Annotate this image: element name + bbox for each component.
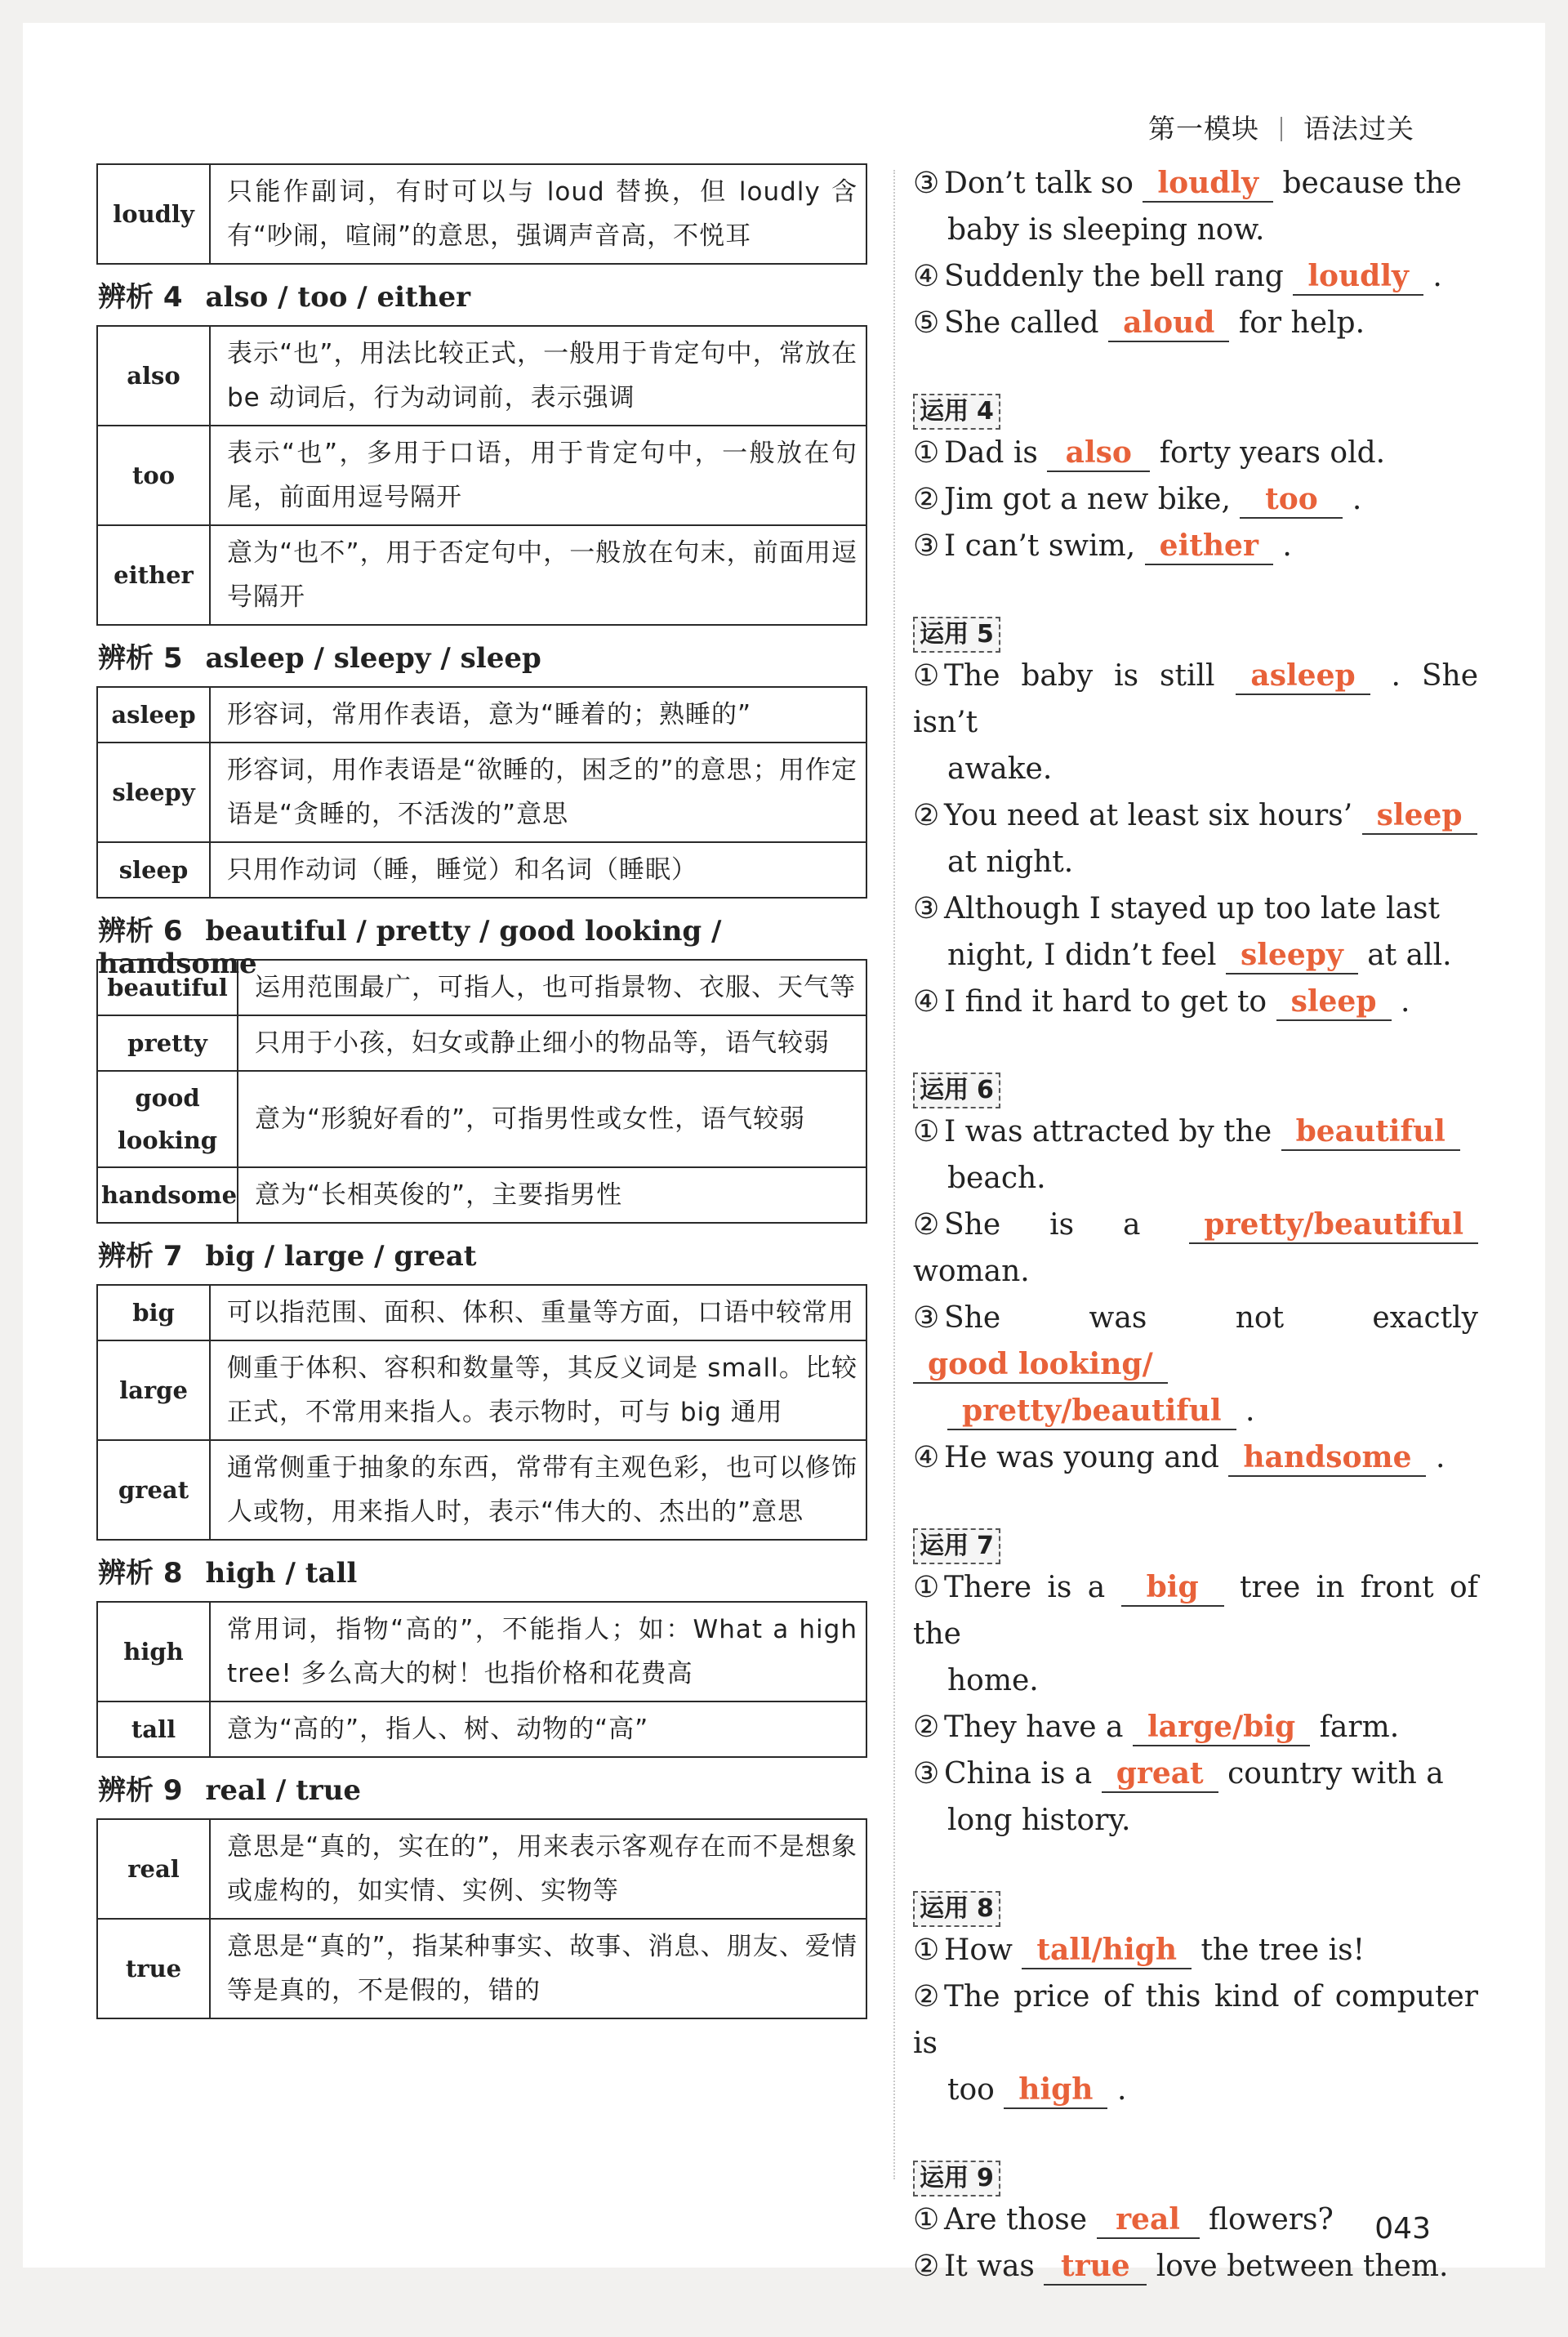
sentence-text: . — [1400, 985, 1410, 1019]
exercise-line — [913, 1202, 1478, 1295]
sentence-text: beach. — [947, 1162, 1046, 1195]
item-number: ② — [913, 483, 940, 516]
sentence-text: They have a — [944, 1710, 1124, 1744]
description-cell: 意思是“真的，实在的”，用来表示客观存在而不是想象或虚构的，如实情、实例、实物等 — [210, 1819, 866, 1919]
sentence-text: It was — [944, 2250, 1035, 2283]
table-row — [97, 842, 866, 898]
description-cell: 意为“高的”，指人、树、动物的“高” — [210, 1701, 866, 1757]
table-row — [97, 1440, 866, 1540]
exercise-line-continued — [913, 1657, 1478, 1704]
answer-blank: great — [1102, 1755, 1218, 1793]
table-row — [97, 1340, 866, 1440]
sentence-text: Dad is — [944, 436, 1038, 470]
exercise-line — [913, 300, 1478, 346]
sentence-text: How — [944, 1933, 1013, 1967]
sentence-text: . — [1352, 483, 1362, 516]
exercise-line-continued — [913, 746, 1478, 792]
sentence-text: farm. — [1319, 1710, 1400, 1744]
item-number: ① — [913, 1115, 940, 1148]
exercise-line-continued — [913, 1797, 1478, 1844]
sentence-text: There is a — [944, 1571, 1106, 1604]
item-number: ② — [913, 1208, 940, 1242]
answer-blank: big — [1121, 1569, 1224, 1607]
section-title — [98, 915, 867, 980]
answer-blank: loudly — [1293, 258, 1423, 296]
exercise-line — [913, 1108, 1478, 1155]
section-label: 辨析 7 — [98, 1240, 183, 1273]
exercise-line — [913, 885, 1478, 932]
description-cell: 表示“也”，用法比较正式，一般用于肯定句中，常放在 be 动词后，行为动词前，表示强调 — [210, 326, 866, 426]
right-column — [913, 160, 1478, 2337]
exercise-group — [913, 1528, 1478, 1844]
description-cell: 只用于小孩，妇女或静止细小的物品等，语气较弱 — [238, 1015, 866, 1071]
section-title — [98, 1774, 867, 1807]
exercise-group — [913, 394, 1478, 569]
answer-blank: good looking/ — [913, 1346, 1168, 1384]
table-row — [97, 1819, 866, 1919]
sentence-text: Are those — [944, 2203, 1088, 2237]
item-number: ④ — [913, 985, 940, 1019]
exercise-line — [913, 1564, 1478, 1657]
description-cell: 通常侧重于抽象的东西，常带有主观色彩，也可以修饰人或物，用来指人时，表示“伟大的、杰出的”意思 — [210, 1440, 866, 1540]
sentence-text: The baby is still — [944, 659, 1215, 693]
header-divider — [1281, 117, 1282, 141]
answer-blank: sleepy — [1226, 937, 1358, 974]
word-cell: large — [97, 1340, 210, 1440]
comparison-table — [96, 1818, 867, 2019]
item-number: ③ — [913, 1757, 940, 1791]
description-cell: 意为“长相英俊的”，主要指男性 — [238, 1167, 866, 1223]
page-number: 043 — [1374, 2212, 1431, 2246]
exercise-line — [913, 253, 1478, 300]
section-words: also / too / either — [205, 281, 471, 314]
sentence-text: Although I stayed up too late last — [944, 892, 1440, 925]
exercise-line — [913, 1751, 1478, 1797]
section-words: asleep / sleepy / sleep — [205, 642, 541, 675]
sentence-text: The price of this kind of computer is — [913, 1980, 1478, 2060]
item-number: ① — [913, 436, 940, 470]
exercise-line — [913, 430, 1478, 476]
sentence-text: love between them. — [1156, 2250, 1449, 2283]
section-label: 辨析 8 — [98, 1557, 183, 1590]
word-cell: handsome — [97, 1167, 238, 1223]
table-row — [97, 1919, 866, 2018]
description-cell: 侧重于体积、容积和数量等，其反义词是 small。比较正式，不常用来指人。表示物时，可与 big 通用 — [210, 1340, 866, 1440]
answer-blank: tall/high — [1022, 1932, 1192, 1969]
section-words: real / true — [205, 1774, 362, 1807]
answer-blank: too — [1240, 481, 1343, 519]
sentence-text: Suddenly the bell rang — [944, 260, 1284, 293]
description-cell: 可以指范围、面积、体积、重量等方面，口语中较常用 — [210, 1285, 866, 1340]
exercise-line — [913, 1434, 1478, 1481]
exercise-number: 4 — [977, 397, 994, 426]
answer-blank: asleep — [1236, 658, 1370, 695]
word-cell: great — [97, 1440, 210, 1540]
exercise-line-continued — [913, 839, 1478, 885]
comparison-table — [96, 163, 867, 265]
exercise-line — [913, 792, 1478, 839]
comparison-table — [96, 1284, 867, 1541]
comparison-table — [96, 686, 867, 899]
description-cell: 表示“也”，多用于口语，用于肯定句中，一般放在句尾，前面用逗号隔开 — [210, 426, 866, 525]
exercise-line — [913, 1704, 1478, 1751]
item-number: ② — [913, 1980, 940, 2014]
exercise-line-continued — [913, 1155, 1478, 1202]
exercise-title — [913, 1891, 1000, 1927]
exercise-label: 运用 — [920, 2164, 969, 2192]
exercise-title — [913, 617, 1000, 653]
word-cell: good looking — [97, 1071, 238, 1167]
sentence-text: too — [947, 2073, 995, 2107]
word-cell: pretty — [97, 1015, 238, 1071]
section-title — [98, 642, 867, 675]
exercise-title — [913, 2161, 1000, 2197]
exercise-line-continued — [913, 1388, 1478, 1434]
word-cell: beautiful — [97, 960, 238, 1015]
sentence-text: You need at least six hours’ — [944, 799, 1353, 832]
exercise-line — [913, 1295, 1478, 1388]
section-title — [98, 1557, 867, 1590]
item-number: ② — [913, 799, 940, 832]
word-cell: true — [97, 1919, 210, 2018]
sentence-text: . She isn’t — [913, 659, 1479, 739]
description-cell: 形容词，用作表语是“欲睡的，困乏的”的意思；用作定语是“贪睡的，不活泼的”意思 — [210, 743, 866, 842]
exercise-line-continued — [913, 932, 1478, 979]
sentence-text: . — [1116, 2073, 1127, 2107]
item-number: ① — [913, 659, 940, 693]
sentence-text: awake. — [947, 752, 1053, 786]
sentence-text: She was not exactly — [944, 1301, 1478, 1335]
item-number: ① — [913, 1571, 940, 1604]
item-number: ③ — [913, 892, 940, 925]
sentence-text: . — [1282, 529, 1292, 563]
exercise-group-loud — [913, 160, 1478, 346]
table-row — [97, 1015, 866, 1071]
sentence-text: . — [1432, 260, 1442, 293]
word-cell: sleepy — [97, 743, 210, 842]
exercise-line — [913, 523, 1478, 569]
exercise-label: 运用 — [920, 1532, 969, 1560]
sentence-text: country with a — [1227, 1757, 1444, 1791]
table-row — [97, 164, 866, 264]
exercise-title — [913, 394, 1000, 430]
exercise-number: 7 — [977, 1532, 994, 1560]
description-cell: 意为“也不”，用于否定句中，一般放在句末，前面用逗号隔开 — [210, 525, 866, 625]
exercise-label: 运用 — [920, 397, 969, 426]
table-row — [97, 1285, 866, 1340]
answer-blank: pretty/beautiful — [947, 1393, 1236, 1430]
exercise-line — [913, 160, 1478, 207]
sentence-text: Jim got a new bike, — [944, 483, 1231, 516]
description-cell: 只用作动词（睡，睡觉）和名词（睡眠） — [210, 842, 866, 898]
exercise-group — [913, 1073, 1478, 1481]
item-number: ① — [913, 1933, 940, 1967]
sentence-text: She called — [944, 306, 1099, 340]
answer-blank: either — [1145, 528, 1273, 565]
exercise-title — [913, 1528, 1000, 1564]
table-row — [97, 426, 866, 525]
description-cell: 常用词，指物“高的”，不能指人；如：What a high tree! 多么高大的树！也指价格和花费高 — [210, 1602, 866, 1701]
word-cell: too — [97, 426, 210, 525]
word-cell: also — [97, 326, 210, 426]
sentence-text: She is a — [944, 1208, 1141, 1242]
sentence-text: I can’t swim, — [944, 529, 1136, 563]
sentence-text: for help. — [1238, 306, 1365, 340]
section-label: 辨析 6 — [98, 915, 183, 948]
word-cell: loudly — [97, 164, 210, 264]
item-number: ③ — [913, 1301, 940, 1335]
section-label: 辨析 9 — [98, 1774, 183, 1807]
sentence-text: China is a — [944, 1757, 1093, 1791]
word-cell: asleep — [97, 687, 210, 743]
exercise-group — [913, 617, 1478, 1025]
answer-blank: pretty/beautiful — [1189, 1206, 1478, 1244]
table-row — [97, 1167, 866, 1223]
word-cell: real — [97, 1819, 210, 1919]
answer-blank: also — [1047, 435, 1150, 472]
sentence-text: at all. — [1367, 939, 1452, 972]
module-label: 第一模块 — [1148, 113, 1259, 145]
item-number: ④ — [913, 260, 940, 293]
sentence-text: baby is sleeping now. — [947, 213, 1265, 247]
answer-blank: large/big — [1133, 1709, 1310, 1746]
answer-blank: true — [1044, 2248, 1147, 2286]
exercise-line-continued — [913, 207, 1478, 253]
exercise-number: 8 — [977, 1894, 994, 1923]
table-row — [97, 1701, 866, 1757]
section-label: 辨析 5 — [98, 642, 183, 675]
sentence-text: because the — [1282, 167, 1462, 200]
sentence-text: the tree is! — [1200, 1933, 1365, 1967]
sentence-text: woman. — [913, 1255, 1030, 1288]
item-number: ④ — [913, 1441, 940, 1474]
exercise-line — [913, 2243, 1478, 2290]
item-number: ⑤ — [913, 306, 940, 340]
item-number: ③ — [913, 167, 940, 200]
comparison-table — [96, 1601, 867, 1758]
sentence-text: long history. — [947, 1804, 1131, 1837]
exercise-label: 运用 — [920, 1076, 969, 1104]
table-row — [97, 960, 866, 1015]
table-row — [97, 525, 866, 625]
sentence-text: home. — [947, 1664, 1039, 1697]
answer-blank: handsome — [1228, 1439, 1426, 1477]
exercise-label: 运用 — [920, 620, 969, 649]
table-row — [97, 743, 866, 842]
table-row — [97, 687, 866, 743]
exercise-line — [913, 1927, 1478, 1974]
answer-blank: sleep — [1276, 983, 1392, 1021]
section-label: 语法过关 — [1303, 113, 1414, 145]
exercise-label: 运用 — [920, 1894, 969, 1923]
exercise-group — [913, 1891, 1478, 2113]
item-number: ② — [913, 1710, 940, 1744]
page — [23, 23, 1545, 2283]
section-words: high / tall — [205, 1557, 358, 1590]
sentence-text: night, I didn’t feel — [947, 939, 1217, 972]
sentence-text: Don’t talk so — [944, 167, 1134, 200]
page-header — [1148, 108, 1414, 146]
description-cell: 意思是“真的”，指某种事实、故事、消息、朋友、爱情等是真的，不是假的，错的 — [210, 1919, 866, 2018]
sentence-text: at night. — [947, 845, 1074, 879]
section-title — [98, 1240, 867, 1273]
sentence-text: forty years old. — [1159, 436, 1386, 470]
description-cell: 意为“形貌好看的”，可指男性或女性，语气较弱 — [238, 1071, 866, 1167]
item-number: ② — [913, 2250, 940, 2283]
table-row — [97, 1071, 866, 1167]
word-cell: big — [97, 1285, 210, 1340]
section-title — [98, 281, 867, 314]
table-row — [97, 326, 866, 426]
comparison-table — [96, 325, 867, 626]
description-cell: 形容词，常用作表语，意为“睡着的；熟睡的” — [210, 687, 866, 743]
description-cell: 运用范围最广，可指人，也可指景物、衣服、天气等 — [238, 960, 866, 1015]
answer-blank: high — [1004, 2072, 1107, 2109]
exercise-line-continued — [913, 2067, 1478, 2113]
answer-blank: loudly — [1143, 165, 1273, 203]
word-cell: tall — [97, 1701, 210, 1757]
sentence-text: . — [1245, 1394, 1255, 1428]
exercise-title — [913, 1073, 1000, 1108]
sentence-text: He was young and — [944, 1441, 1219, 1474]
exercise-line — [913, 476, 1478, 523]
sentence-text: I find it hard to get to — [944, 985, 1267, 1019]
sentence-text: tree in front of the — [913, 1571, 1478, 1651]
answer-blank: beautiful — [1281, 1113, 1460, 1151]
word-cell: either — [97, 525, 210, 625]
section-words: big / large / great — [205, 1240, 477, 1273]
sentence-text: flowers? — [1208, 2203, 1334, 2237]
comparison-table — [96, 959, 867, 1224]
exercise-line — [913, 653, 1478, 746]
sentence-text: I was attracted by the — [944, 1115, 1272, 1148]
word-cell: high — [97, 1602, 210, 1701]
description-cell: 只能作副词，有时可以与 loud 替换，但 loudly 含有“吵闹，喧闹”的意思，强调声音高，不悦耳 — [210, 164, 866, 264]
exercise-line — [913, 979, 1478, 1025]
sentence-text: . — [1435, 1441, 1446, 1474]
column-divider — [893, 170, 895, 2179]
section-label: 辨析 4 — [98, 281, 183, 314]
exercise-number: 5 — [977, 620, 994, 649]
table-row — [97, 1602, 866, 1701]
item-number: ③ — [913, 529, 940, 563]
item-number: ① — [913, 2203, 940, 2237]
word-cell: sleep — [97, 842, 210, 898]
answer-blank: aloud — [1108, 305, 1229, 342]
exercise-number: 9 — [977, 2164, 994, 2192]
answer-blank: real — [1097, 2201, 1200, 2239]
exercise-line — [913, 1974, 1478, 2067]
section-words: beautiful / pretty / good looking / handsome — [98, 915, 722, 980]
answer-blank: sleep — [1362, 797, 1477, 835]
exercise-number: 6 — [977, 1076, 994, 1104]
left-column — [96, 163, 867, 2019]
